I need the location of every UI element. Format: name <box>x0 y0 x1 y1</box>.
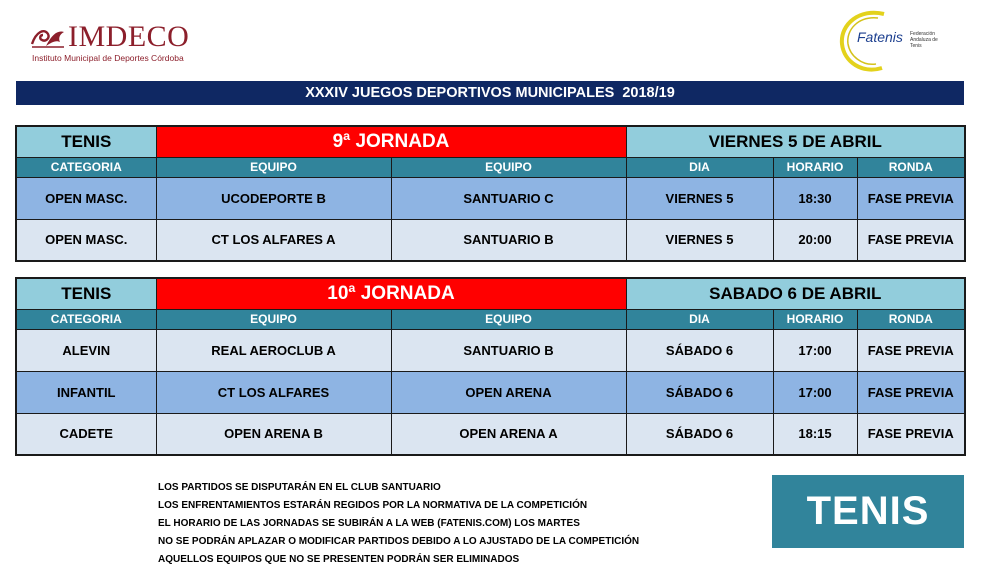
imdeco-name: IMDECO <box>68 20 190 53</box>
cell-horario: 18:30 <box>773 177 857 219</box>
schedule-table-jornada-10 <box>15 277 966 456</box>
col-header-ronda: RONDA <box>857 157 965 177</box>
cell-dia: SÁBADO 6 <box>626 371 773 413</box>
sport-badge: TENIS <box>772 475 964 548</box>
col-header-equipo: EQUIPO <box>391 309 626 329</box>
cell-categoria: OPEN MASC. <box>16 177 156 219</box>
schedule-table-jornada-9 <box>15 125 966 262</box>
table-row <box>16 413 965 455</box>
cell-horario: 20:00 <box>773 219 857 261</box>
col-header-equipo: EQUIPO <box>156 309 391 329</box>
cell-equipo-2: OPEN ARENA A <box>391 413 626 455</box>
fatenis-logo <box>838 10 948 74</box>
col-header-categoria: CATEGORIA <box>16 157 156 177</box>
cell-ronda: FASE PREVIA <box>857 413 965 455</box>
jornada-date: SABADO 6 DE ABRIL <box>626 278 965 309</box>
fatenis-federation: Federación Andaluza de Tenis <box>910 31 938 49</box>
cell-equipo-1: REAL AEROCLUB A <box>156 329 391 371</box>
sport-label: TENIS <box>16 126 156 157</box>
table-row <box>16 371 965 413</box>
cell-equipo-2: SANTUARIO B <box>391 329 626 371</box>
jornada-label: 9ª JORNADA <box>156 126 626 157</box>
col-header-ronda: RONDA <box>857 309 965 329</box>
cell-equipo-2: SANTUARIO C <box>391 177 626 219</box>
cell-ronda: FASE PREVIA <box>857 177 965 219</box>
col-header-dia: DIA <box>626 309 773 329</box>
cell-dia: VIERNES 5 <box>626 219 773 261</box>
note-line: AQUELLOS EQUIPOS QUE NO SE PRESENTEN PODRÁN SER ELIMINADOS <box>158 554 520 565</box>
col-header-equipo: EQUIPO <box>391 157 626 177</box>
jornada-label: 10ª JORNADA <box>156 278 626 309</box>
col-header-dia: DIA <box>626 157 773 177</box>
cell-dia: VIERNES 5 <box>626 177 773 219</box>
cell-horario: 18:15 <box>773 413 857 455</box>
col-header-horario: HORARIO <box>773 309 857 329</box>
fatenis-name: Fatenis <box>857 29 903 45</box>
col-header-horario: HORARIO <box>773 157 857 177</box>
table-row <box>16 329 965 371</box>
cell-categoria: INFANTIL <box>16 371 156 413</box>
cell-ronda: FASE PREVIA <box>857 329 965 371</box>
col-header-categoria: CATEGORIA <box>16 309 156 329</box>
jornada-date: VIERNES 5 DE ABRIL <box>626 126 965 157</box>
notes-block <box>158 479 758 569</box>
cell-equipo-1: CT LOS ALFARES <box>156 371 391 413</box>
cell-ronda: FASE PREVIA <box>857 371 965 413</box>
imdeco-subtitle: Instituto Municipal de Deportes Córdoba <box>32 53 184 63</box>
cell-ronda: FASE PREVIA <box>857 219 965 261</box>
note-line: LOS PARTIDOS SE DISPUTARÁN EN EL CLUB SANTUARIO <box>158 482 441 493</box>
imdeco-logo <box>30 20 220 68</box>
table-row <box>16 219 965 261</box>
page-title: XXXIV JUEGOS DEPORTIVOS MUNICIPALES 2018/19 <box>16 81 964 105</box>
note-line: LOS ENFRENTAMIENTOS ESTARÁN REGIDOS POR LA NORMATIVA DE LA COMPETICIÓN <box>158 500 588 511</box>
cell-equipo-1: CT LOS ALFARES A <box>156 219 391 261</box>
cell-dia: SÁBADO 6 <box>626 413 773 455</box>
cell-dia: SÁBADO 6 <box>626 329 773 371</box>
col-header-equipo: EQUIPO <box>156 157 391 177</box>
cell-equipo-2: OPEN ARENA <box>391 371 626 413</box>
cell-equipo-2: SANTUARIO B <box>391 219 626 261</box>
sport-label: TENIS <box>16 278 156 309</box>
note-line: EL HORARIO DE LAS JORNADAS SE SUBIRÁN A LA WEB (FATENIS.COM) LOS MARTES <box>158 518 580 529</box>
cell-equipo-1: OPEN ARENA B <box>156 413 391 455</box>
cell-horario: 17:00 <box>773 371 857 413</box>
table-row <box>16 177 965 219</box>
cell-horario: 17:00 <box>773 329 857 371</box>
note-line: NO SE PODRÁN APLAZAR O MODIFICAR PARTIDOS DEBIDO A LO AJUSTADO DE LA COMPETICIÓN <box>158 536 640 547</box>
imdeco-swan-icon <box>30 24 66 50</box>
cell-categoria: ALEVIN <box>16 329 156 371</box>
cell-equipo-1: UCODEPORTE B <box>156 177 391 219</box>
cell-categoria: OPEN MASC. <box>16 219 156 261</box>
cell-categoria: CADETE <box>16 413 156 455</box>
